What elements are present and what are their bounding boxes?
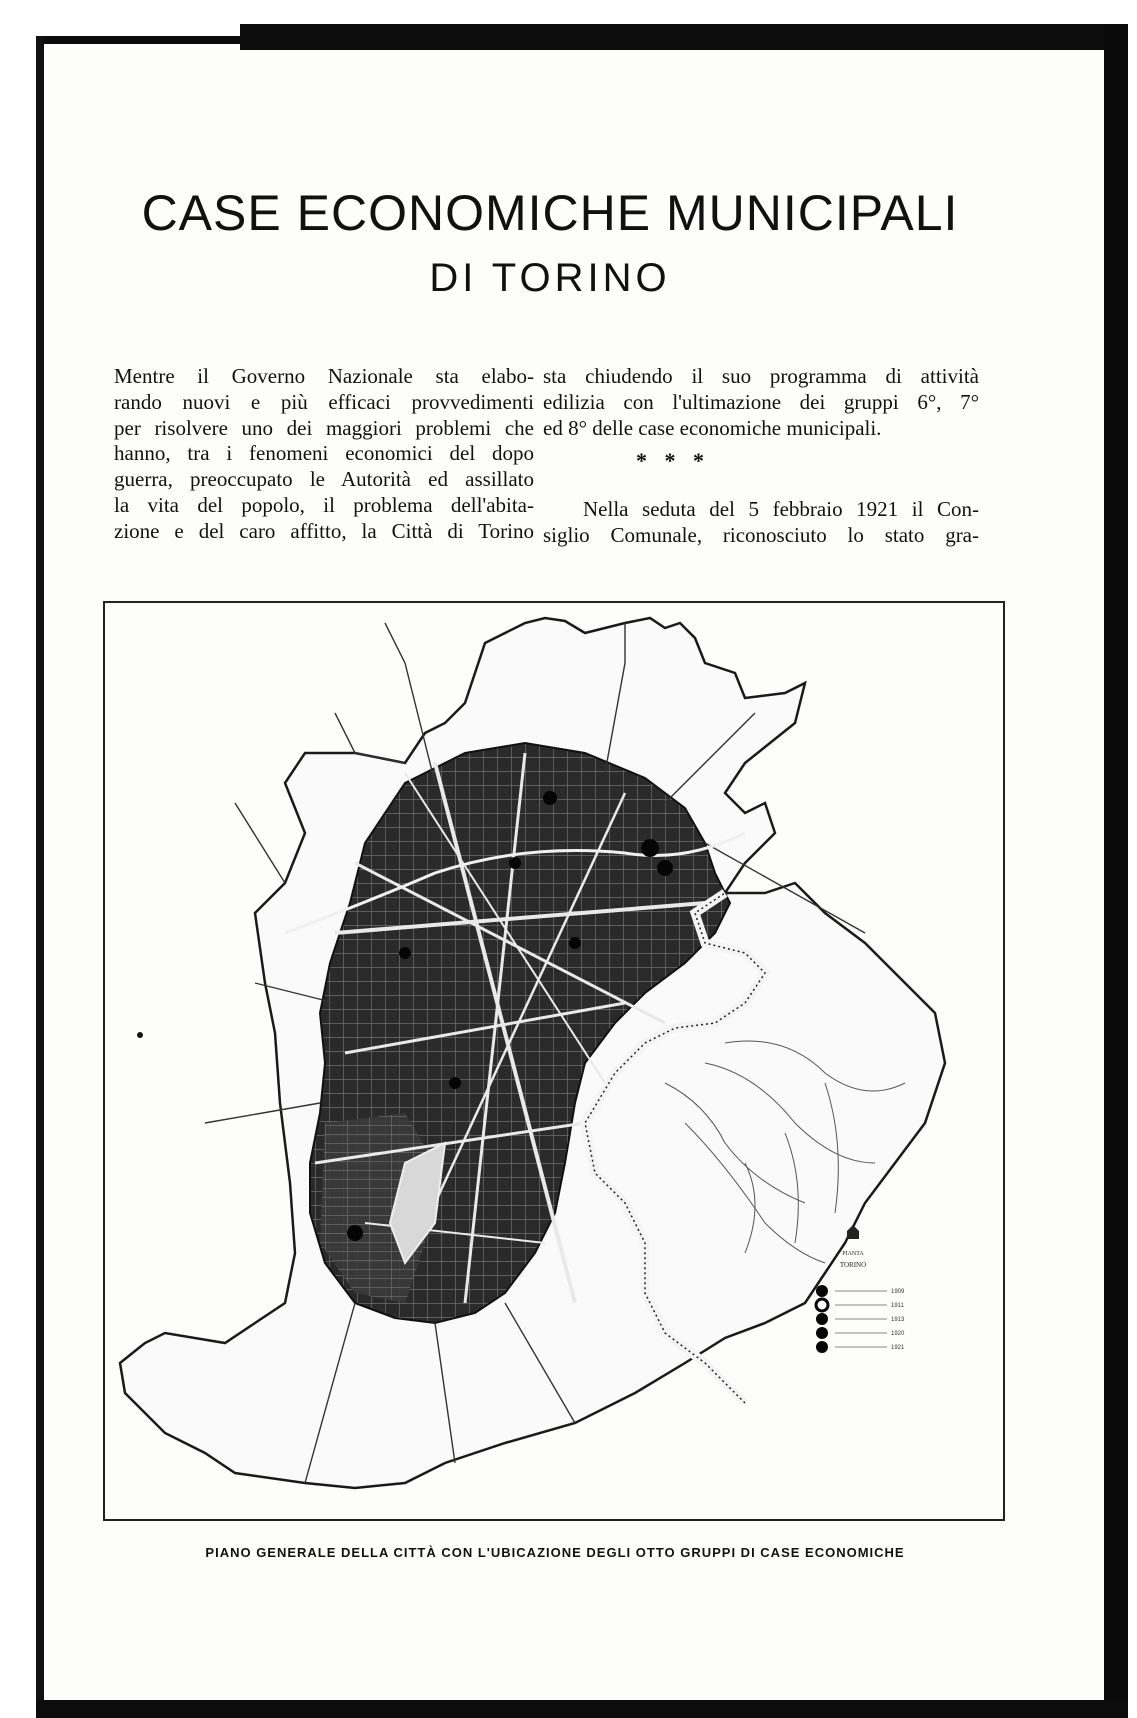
legend-year: 1909 [891, 1289, 905, 1295]
page-subtitle: DI TORINO [429, 256, 671, 300]
text-line: siglio Comunale, riconosciuto lo stato gra- [543, 522, 979, 547]
frame-left-border [36, 36, 44, 1708]
article-right-column [543, 364, 979, 441]
article-left-column [114, 364, 534, 545]
text-line: ed 8° delle case economiche municipali. [543, 415, 882, 440]
text-line: guerra, preoccupato le Autorità ed assillato [114, 467, 534, 492]
legend-year: 1920 [891, 1331, 905, 1337]
legend-subtitle: TORINO [839, 1261, 867, 1269]
frame-right-border [1104, 24, 1128, 1718]
legend-year: 1911 [891, 1303, 904, 1309]
legend-marker [816, 1327, 828, 1339]
legend-marker [816, 1313, 828, 1325]
legend-marker [816, 1299, 828, 1311]
text-line: Nella seduta del 5 febbraio 1921 il Con- [583, 497, 979, 521]
section-separator: * * * [636, 448, 710, 473]
legend-marker [816, 1285, 828, 1297]
article-right-column-continued [543, 497, 979, 549]
frame-bottom-border [36, 1700, 1128, 1718]
text-line: zione e del caro affitto, la Città di Torino [114, 518, 534, 543]
map-mark [137, 1032, 143, 1038]
legend-year: 1921 [891, 1345, 905, 1351]
text-line: edilizia con l'ultimazione dei gruppi 6°, 7° [543, 389, 979, 414]
frame-top-border [240, 24, 1128, 50]
legend-title: PIANTA [842, 1251, 864, 1257]
text-line: per risolvere uno dei maggiori problemi che [114, 415, 534, 440]
page-title: CASE ECONOMICHE MUNICIPALI [141, 185, 959, 241]
city-map [103, 601, 1005, 1521]
text-line: hanno, tra i fenomeni economici del dopo [114, 441, 534, 466]
map-caption: PIANO GENERALE DELLA CITTÀ CON L'UBICAZIONE DEGLI OTTO GRUPPI DI CASE ECONOMICHE [205, 1545, 905, 1560]
text-line: la vita del popolo, il problema dell'abita- [114, 492, 534, 517]
text-line: sta chiudendo il suo programma di attività [543, 364, 979, 388]
text-line: rando nuovi e più efficaci provvedimenti [114, 389, 534, 414]
text-line: Mentre il Governo Nazionale sta elabo- [114, 364, 534, 388]
legend-marker [816, 1341, 828, 1353]
legend-year: 1913 [891, 1317, 905, 1323]
city-map-drawing [105, 603, 1003, 1519]
frame-top-left-border [36, 36, 246, 44]
